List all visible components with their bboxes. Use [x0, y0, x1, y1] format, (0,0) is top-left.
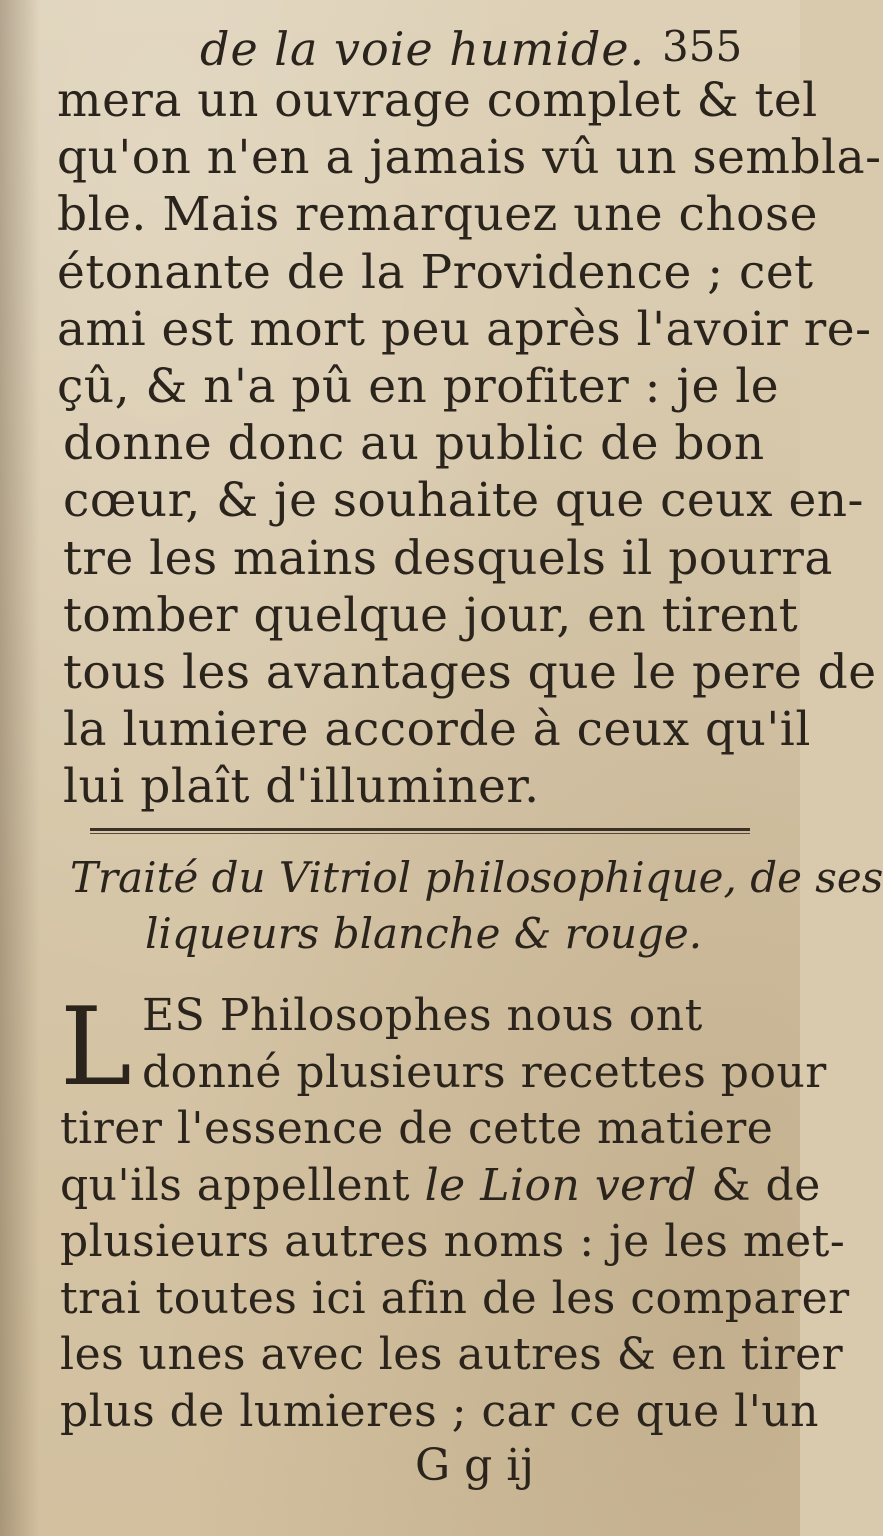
text-line: donne donc au public de bon	[63, 416, 765, 472]
text-line: tre les mains desquels il pourra	[63, 530, 833, 586]
section-paragraph	[60, 985, 850, 1440]
text-line: cœur, & je souhaite que ceux en-	[63, 473, 864, 529]
text-line: la lumiere accorde à ceux qu'il	[63, 702, 811, 758]
page-number: 355	[662, 22, 743, 71]
text-fragment: qu'ils appellent	[60, 1159, 425, 1211]
signature-mark: G g ij	[415, 1440, 535, 1491]
text-fragment: & de	[696, 1159, 821, 1211]
text-line: lui plaît d'illuminer.	[63, 759, 540, 815]
drop-cap: L	[60, 985, 133, 1110]
text-line: ES Philosophes nous ont	[142, 990, 703, 1041]
text-line	[60, 1158, 821, 1215]
body-paragraph	[45, 72, 882, 816]
text-line: trai toutes ici afin de les comparer	[60, 1272, 850, 1324]
text-line: plusieurs autres noms : je les met-	[60, 1216, 846, 1267]
section-divider-thin	[90, 833, 750, 834]
text-line: çû, & n'a pû en profiter : je le	[57, 359, 780, 415]
section-divider	[90, 828, 750, 831]
text-line: tirer l'essence de cette matiere	[60, 1103, 774, 1154]
text-line: tomber quelque jour, en tirent	[63, 587, 799, 643]
text-line: qu'on n'en a jamais vû un sembla-	[57, 130, 882, 186]
text-line: étonante de la Providence ; cet	[57, 244, 814, 300]
section-title-line: liqueurs blanche & rouge.	[145, 909, 703, 958]
text-line: tous les avantages que le pere de	[63, 645, 877, 701]
text-fragment-italic: le Lion verd	[424, 1159, 697, 1211]
text-line: ble. Mais remarquez une chose	[57, 187, 818, 243]
text-line: plus de lumieres ; car ce que l'un	[60, 1385, 819, 1437]
section-title-line: Traité du Vitriol philosophique, de ses	[70, 853, 883, 902]
text-line: les unes avec les autres & en tirer	[60, 1329, 844, 1380]
running-head: de la voie humide.	[200, 22, 646, 76]
text-line: mera un ouvrage complet & tel	[57, 73, 818, 128]
text-line: ami est mort peu après l'avoir re-	[57, 301, 872, 357]
text-line: donné plusieurs recettes pour	[142, 1046, 827, 1098]
section-title	[70, 850, 883, 962]
